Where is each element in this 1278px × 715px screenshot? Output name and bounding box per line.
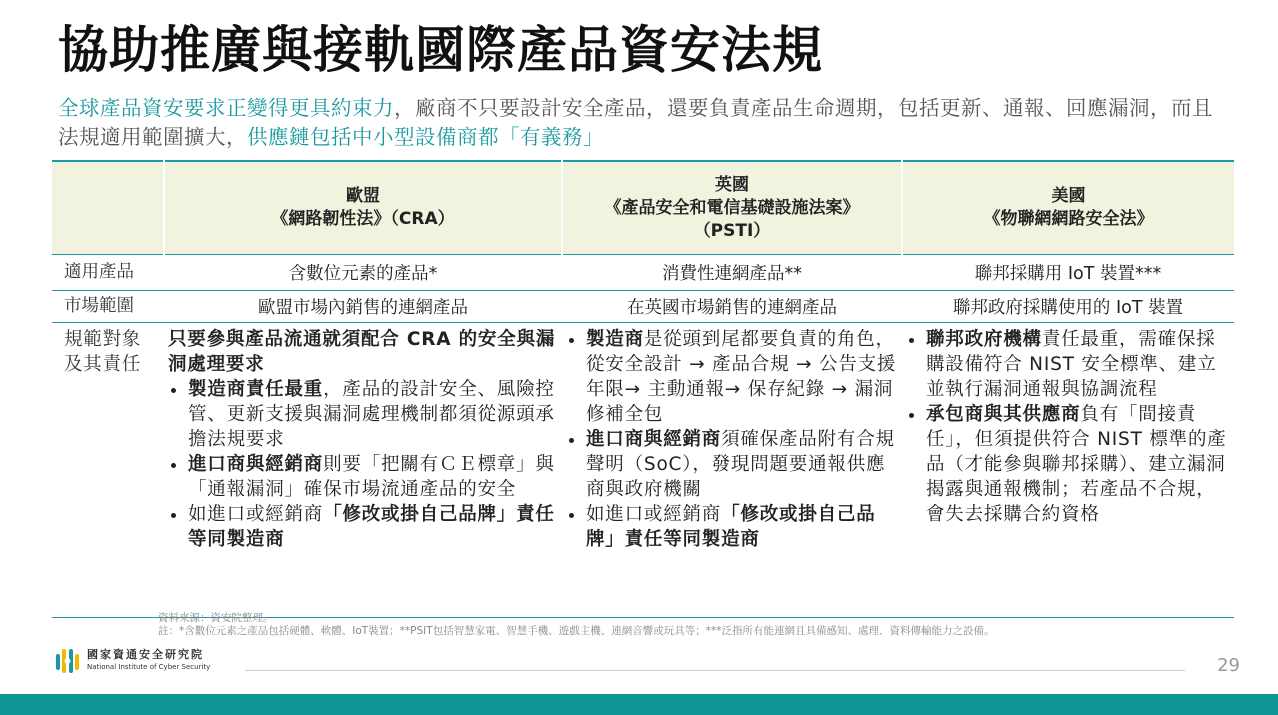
- header-eu-law: 《網路韌性法》（CRA）: [271, 209, 455, 229]
- duty-eu-b2-bold: 進口商與經銷商: [188, 454, 324, 475]
- row-label-duty-line2: 及其責任: [64, 354, 142, 375]
- page-number: 29: [1217, 655, 1240, 676]
- header-eu: [164, 161, 562, 255]
- duty-us-b1-bold: 聯邦政府機構: [926, 329, 1042, 350]
- duty-us-b2-bold: 承包商與其供應商: [926, 404, 1081, 425]
- list-item: [586, 327, 902, 427]
- cell-market-eu: 歐盟市場內銷售的連網產品: [164, 291, 562, 323]
- duty-eu-b3-bold: 「修改或掛自己品牌」責任等同製造商: [188, 504, 555, 550]
- logo-name-cn: 國家資通安全研究院: [87, 648, 204, 661]
- page-title: 協助推廣與接軌國際產品資安法規: [58, 21, 823, 79]
- list-item: [586, 427, 902, 502]
- header-uk-region: 英國: [715, 174, 749, 195]
- logo-text: [87, 648, 210, 674]
- duty-uk-b3-text: 如進口或經銷商: [586, 504, 722, 525]
- duty-uk-list: [562, 327, 902, 552]
- row-label-market: 市場範圍: [52, 291, 164, 323]
- cell-market-uk: 在英國市場銷售的連網產品: [562, 291, 902, 323]
- row-label-duty: [52, 323, 164, 618]
- duty-eu-b1-bold: 製造商責任最重: [188, 379, 324, 400]
- duty-eu-b3-text: 如進口或經銷商: [188, 504, 324, 525]
- duty-us-list: [902, 327, 1234, 527]
- list-item: [188, 452, 562, 502]
- subtitle-highlight-1: 全球產品資安要求正變得更具約束力: [58, 96, 394, 120]
- institute-logo: [55, 646, 210, 676]
- cell-products-us: 聯邦採購用 IoT 裝置***: [902, 255, 1234, 291]
- row-label-duty-line1: 規範對象: [64, 329, 142, 350]
- duty-eu-lead: 只要參與產品流通就須配合 CRA 的安全與漏洞處理要求: [168, 329, 556, 375]
- duty-uk-b3-bold: 「修改或掛自己品牌」責任等同製造商: [586, 504, 876, 550]
- header-us-law: 《物聯網網路安全法》: [983, 209, 1154, 229]
- footer-divider: [245, 670, 1185, 671]
- cell-duty-uk: [562, 323, 902, 618]
- list-item: [188, 377, 562, 452]
- subtitle-body: ，廠商不只要設計安全產品，還要負責產品生命週期，包括更新、通報、回應漏洞，而且法規適用範圍擴大，: [58, 96, 1213, 149]
- table-header-row: [52, 161, 1234, 255]
- header-uk: [562, 161, 902, 255]
- row-label-products: 適用產品: [52, 255, 164, 291]
- table-row-market: [52, 291, 1234, 323]
- cell-duty-eu: [164, 323, 562, 618]
- header-blank: [52, 161, 164, 255]
- header-eu-region: 歐盟: [346, 186, 380, 206]
- list-item: [586, 502, 902, 552]
- duty-eu-b2-text: 則要「把關有ＣＥ標章」與「通報漏洞」確保市場流通產品的安全: [188, 454, 555, 500]
- duty-eu-b1-text: ，產品的設計安全、風險控管、更新支援與漏洞處理機制都須從源頭承擔法規要求: [188, 379, 555, 450]
- header-us-region: 美國: [1051, 186, 1086, 206]
- table-row-duty: [52, 323, 1234, 618]
- nics-logo-icon: [55, 646, 81, 676]
- cell-products-eu: 含數位元素的產品*: [164, 255, 562, 291]
- list-item: [926, 402, 1234, 527]
- duty-us-b1-text: 責任最重，需確保採購設備符合 NIST 安全標準、建立並執行漏洞通報與協調流程: [926, 329, 1217, 400]
- list-item: [926, 327, 1234, 402]
- subtitle-highlight-2: 供應鏈包括中小型設備商都「有義務」: [247, 125, 604, 149]
- page-subtitle: [58, 94, 1228, 152]
- logo-name-en: National Institute of Cyber Security: [87, 663, 211, 671]
- source-notes: [158, 612, 994, 638]
- duty-uk-b2-bold: 進口商與經銷商: [586, 429, 722, 450]
- cell-duty-us: [902, 323, 1234, 618]
- duty-uk-b1-text: 是從頭到尾都要負責的角色，從安全設計 → 產品合規 → 公告支援年限→ 主動通報→ 保存紀錄 → 漏洞修補全包: [586, 329, 897, 425]
- list-item: [188, 502, 562, 552]
- table-row-products: [52, 255, 1234, 291]
- header-uk-law: 《產品安全和電信基礎設施法案》: [604, 197, 860, 218]
- regulation-comparison-table: [52, 160, 1234, 618]
- bottom-accent-bar: [0, 694, 1278, 715]
- header-uk-abbr: （PSTI）: [693, 220, 771, 241]
- header-us: [902, 161, 1234, 255]
- duty-eu-list: [164, 377, 562, 552]
- cell-products-uk: 消費性連網產品**: [562, 255, 902, 291]
- cell-market-us: 聯邦政府採購使用的 IoT 裝置: [902, 291, 1234, 323]
- duty-uk-b2-text: 須確保產品附有合規聲明（SoC），發現問題要通報供應商與政府機關: [586, 429, 895, 500]
- duty-us-b2-text: 負有「間接責任」，但須提供符合 NIST 標準的產品（才能參與聯邦採購）、建立漏洞揭露與通報機制；若產品不合規，會失去採購合約資格: [926, 404, 1227, 525]
- source-line: 資料來源：資安院整理。: [158, 612, 274, 624]
- footnote-line: 註：*含數位元素之產品包括硬體、軟體、IoT裝置；**PSIT包括智慧家電、智慧手機、遊戲主機、連網音響或玩具等；***泛指所有能連網且具備感知、處理、資料傳輸能力之設備。: [158, 625, 995, 637]
- duty-uk-b1-bold: 製造商: [586, 329, 644, 350]
